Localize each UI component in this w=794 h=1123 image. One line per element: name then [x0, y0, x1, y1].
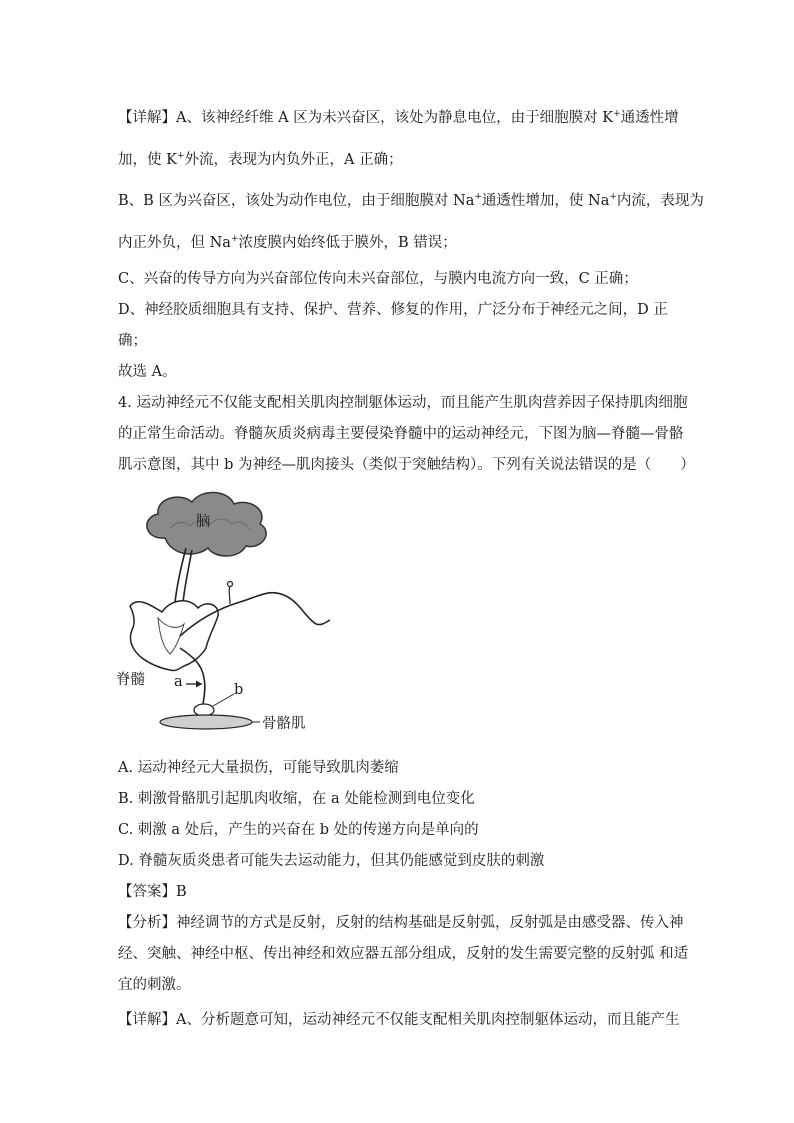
brain-spinal-muscle-figure	[110, 488, 330, 738]
option-c: C. 刺激 a 处后，产生的兴奋在 b 处的传递方向是单向的	[118, 822, 479, 838]
question-line3: 肌示意图，其中 b 为神经—肌肉接头（类似于突触结构）。下列有关说法错误的是（ ）	[118, 457, 695, 473]
skeletal-muscle-label: 骨骼肌	[262, 716, 306, 732]
label-a: a	[174, 674, 183, 690]
option-b: B. 刺激骨骼肌引起肌肉收缩，在 a 处能检测到电位变化	[118, 791, 475, 807]
question-line2: 的正常生命活动。脊髓灰质炎病毒主要侵染脊髓中的运动神经元，下图为脑—脊髓—骨骼	[118, 426, 684, 442]
analysis-line1: 【分析】神经调节的方式是反射，反射的结构基础是反射弧，反射弧是由感受器、传入神	[118, 915, 684, 931]
answer: 【答案】B	[118, 884, 187, 900]
detail2-line1: 【详解】A、分析题意可知，运动神经元不仅能支配相关肌肉控制躯体运动，而且能产生	[118, 1012, 680, 1028]
detail-a-line2: 加，使 K+外流，表现为内负外正，A 正确；	[118, 151, 403, 168]
analysis-line3: 宜的刺激。	[118, 977, 191, 993]
detail-conclusion: 故选 A。	[118, 364, 177, 380]
spinal-cord-label: 脊髓	[116, 672, 145, 688]
detail-d-line1: D、神经胶质细胞具有支持、保护、营养、修复的作用，广泛分布于神经元之间，D 正	[118, 302, 668, 318]
detail-b-line2: 内正外负，但 Na+浓度膜内始终低于膜外，B 错误；	[118, 234, 457, 251]
label-b: b	[234, 682, 244, 698]
figure-drawing	[110, 488, 330, 738]
question-line1: 4. 运动神经元不仅能支配相关肌肉控制躯体运动，而且能产生肌肉营养因子保持肌肉细胞	[118, 395, 688, 411]
option-a: A. 运动神经元大量损伤，可能导致肌肉萎缩	[118, 760, 399, 776]
detail-c-line: C、兴奋的传导方向为兴奋部位传向未兴奋部位，与膜内电流方向一致，C 正确；	[118, 271, 638, 287]
detail-d-line2: 确；	[118, 333, 147, 349]
detail-a-line1: 【详解】A、该神经纤维 A 区为未兴奋区，该处为静息电位，由于细胞膜对 K+通透性增	[118, 109, 679, 126]
brain-label: 脑	[196, 514, 211, 530]
analysis-line2: 经、突触、神经中枢、传出神经和效应器五部分组成，反射的发生需要完整的反射弧 和适	[118, 946, 689, 962]
option-d: D. 脊髓灰质炎患者可能失去运动能力，但其仍能感觉到皮肤的刺激	[118, 853, 545, 869]
detail-b-line1: B、B 区为兴奋区，该处为动作电位，由于细胞膜对 Na+通透性增加，使 Na+内流，表现为	[118, 192, 704, 209]
